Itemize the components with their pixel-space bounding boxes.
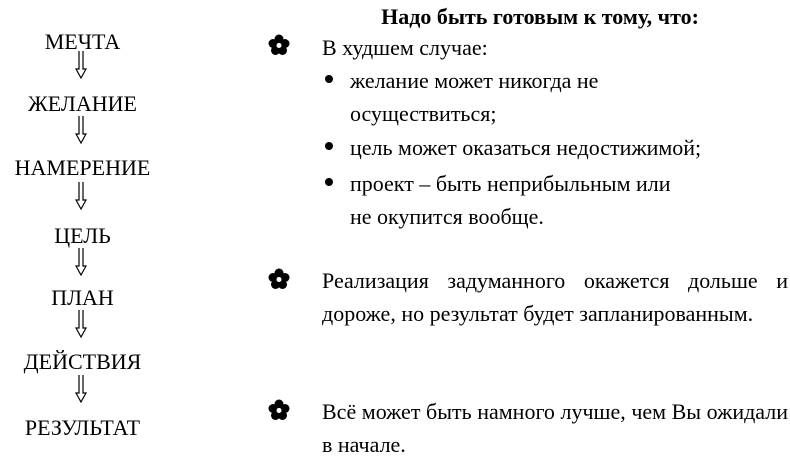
paragraph-better-than-expected: Всё может быть намного лучше, чем Вы ожидали в начале. [322,399,788,456]
bullet-icon [325,178,333,186]
down-arrow-icon [75,248,87,276]
section-title: Надо быть готовым к тому, что: [381,4,699,29]
flower-icon [268,34,290,56]
down-arrow-icon [75,182,87,210]
paragraph-longer-costlier: Реализация задуманного окажется дольше и дороже, но результат будет запланированным. [322,268,788,326]
bullet-item: цель может оказаться недостижимой; [350,135,702,160]
flow-step-plan: ПЛАН [51,285,114,310]
flower-icon [268,399,290,421]
bullet-icon [325,75,333,83]
flow-step-goal: ЦЕЛЬ [54,223,111,248]
down-arrow-icon [75,375,87,403]
bullet-item: желание может никогда не осуществиться; [350,68,599,126]
bullet-item: проект – быть неприбыльным или не окупится вообще. [350,171,671,229]
flow-step-result: РЕЗУЛЬТАТ [24,415,141,440]
down-arrow-icon [75,51,87,79]
flow-step-desire: ЖЕЛАНИЕ [28,91,137,116]
flower-icon [268,268,290,290]
worst-case-heading: В худшем случае: [322,35,488,60]
flow-step-dream: МЕЧТА [44,29,121,54]
down-arrow-icon [75,310,87,338]
down-arrow-icon [75,116,87,144]
flow-step-intention: НАМЕРЕНИЕ [14,155,151,180]
bullet-icon [325,142,333,150]
flow-step-actions: ДЕЙСТВИЯ [23,349,142,374]
